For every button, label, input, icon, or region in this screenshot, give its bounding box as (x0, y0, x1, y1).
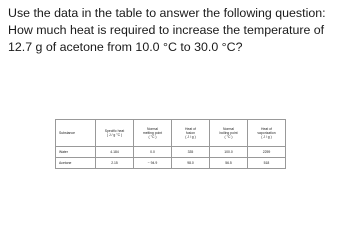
cell-boiling-point: 56.5 (210, 158, 248, 169)
header-substance (56, 120, 96, 147)
cell-specific-heat: 4.184 (96, 147, 134, 158)
data-table (55, 119, 286, 169)
header-line: vaporization (257, 130, 276, 135)
cell-specific-heat: 2.15 (96, 158, 134, 169)
header-specific-heat (96, 120, 134, 147)
cell-heat-of-fusion: 335 (172, 147, 210, 158)
header-line: Normal (147, 126, 158, 131)
header-unit: ( J / g °C ) (106, 133, 123, 137)
header-line: boiling point (219, 130, 238, 135)
table-row (56, 158, 286, 169)
header-unit: ( J / g ) (261, 135, 272, 140)
header-line: Normal (223, 126, 234, 131)
header-heat-of-fusion (172, 120, 210, 147)
header-unit: ( °C ) (148, 135, 157, 140)
header-melting-point (134, 120, 172, 147)
header-line: Heat of (261, 126, 272, 131)
cell-substance: Acetone (56, 158, 96, 169)
cell-boiling-point: 100.0 (210, 147, 248, 158)
header-line: Substance (59, 130, 76, 135)
table-header-row (56, 120, 286, 147)
cell-heat-of-vaporization: 518 (248, 158, 286, 169)
cell-heat-of-vaporization: 2259 (248, 147, 286, 158)
header-line: Heat of (185, 126, 196, 131)
header-heat-of-vaporization (248, 120, 286, 147)
header-boiling-point (210, 120, 248, 147)
table-row (56, 147, 286, 158)
cell-heat-of-fusion: 98.0 (172, 158, 210, 169)
cell-substance: Water (56, 147, 96, 158)
cell-melting-point: 0.0 (134, 147, 172, 158)
header-line: fusion (185, 130, 196, 135)
question-text: Use the data in the table to answer the following question: How much heat is required to increase the temperature of 12.7 g of acetone from 10.0 °C to 30.0 °C? (8, 6, 326, 54)
header-line: melting point (142, 130, 163, 135)
header-line: Specific heat (104, 128, 125, 133)
cell-melting-point: − 94.9 (134, 158, 172, 169)
header-unit: ( °C ) (224, 135, 233, 140)
header-unit: ( J / g ) (185, 135, 196, 140)
